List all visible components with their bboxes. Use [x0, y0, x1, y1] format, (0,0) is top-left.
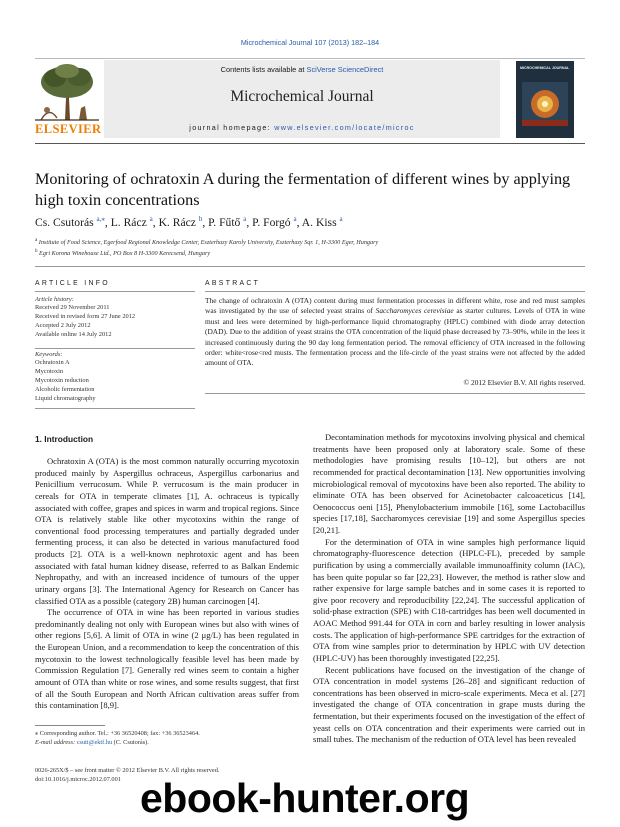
divider: [205, 291, 585, 292]
affiliations: [35, 236, 595, 258]
affiliation-mark: a: [35, 238, 38, 243]
divider: [35, 348, 195, 349]
elsevier-tree-icon: [35, 62, 99, 122]
article-info-heading: ARTICLE INFO: [35, 280, 110, 287]
affiliation-mark: b: [35, 249, 38, 255]
history-item: Received 29 November 2011: [35, 304, 110, 311]
email-suffix: (C. Csutorás).: [112, 739, 149, 746]
doi-link[interactable]: doi:10.1016/j.microc.2012.07.001: [35, 776, 121, 783]
author-list: Cs. Csutorás $^{a,⁎}$, L. Rácz $^a$, K. Rácz $^b$, P. Fűtő $^a$, P. Forgó $^a$, A. Kiss $^a$: [35, 215, 343, 229]
keyword: Mycotoxin: [35, 368, 64, 375]
author-affiliation-mark[interactable]: a: [339, 215, 343, 223]
body-column-left: [35, 456, 299, 712]
divider: [205, 393, 585, 394]
author-name[interactable]: P. Fűtő: [208, 215, 241, 229]
divider: [35, 266, 585, 267]
watermark: ebook-hunter.org: [140, 775, 470, 821]
author-affiliation-mark[interactable]: a,⁎: [96, 215, 105, 223]
abstract-text: [205, 296, 585, 369]
affiliation-line: [35, 247, 595, 258]
publisher-wordmark: ELSEVIER: [35, 122, 102, 136]
abstract-species: Saccharomyces cerevisiae: [375, 306, 454, 316]
article-title: Monitoring of ochratoxin A during the fermentation of different wines by applying high toxin concentrations: [35, 170, 571, 209]
history-label: Article history:: [35, 296, 74, 303]
journal-cover-thumbnail[interactable]: [516, 61, 574, 138]
corresponding-author: ⁎ Corresponding author. Tel.: +36 36520408; fax: +36 36523464.: [35, 730, 200, 737]
journal-homepage: [104, 123, 500, 132]
email-link[interactable]: csuti@ektf.hu: [76, 739, 113, 746]
homepage-prefix: journal homepage:: [189, 123, 275, 132]
copyright: © 2012 Elsevier B.V. All rights reserved.: [463, 378, 585, 387]
affiliation-line: [35, 236, 595, 247]
article-history: [35, 296, 195, 339]
contents-line: [104, 65, 500, 74]
author-name[interactable]: A. Kiss: [301, 215, 337, 229]
author-affiliation-mark[interactable]: a: [293, 215, 297, 223]
email-label: E-mail address:: [35, 739, 77, 746]
author-affiliation-mark[interactable]: b: [198, 215, 203, 223]
author-name[interactable]: L. Rácz: [110, 215, 147, 229]
author-name[interactable]: K. Rácz: [158, 215, 196, 229]
footnote: [35, 729, 299, 747]
abstract-heading: ABSTRACT: [205, 280, 261, 287]
keyword: Mycotoxin reduction: [35, 377, 89, 384]
affiliation-text: Institute of Food Science, Egerfood Regional Knowledge Center, Eszterhazy Karoly University, Eszterhazy Sqr. 1, H-3300 Eger, Hungary: [38, 239, 379, 247]
cover-title: MICROCHEMICAL JOURNAL: [520, 66, 570, 70]
keywords-label: Keywords:: [35, 351, 63, 358]
footnote-rule: [35, 725, 105, 726]
journal-reference[interactable]: Microchemical Journal 107 (2013) 182–184: [240, 38, 380, 47]
paragraph: For the determination of OTA in wine samples high performance liquid chromatography-fluorescence detection (HPLC-FL), preceded by sample purification by using a commercially available immunoaffinity column (IAC), has been quite popular so far [22,23]. However, the method is rather slow and rather expensive for large sample batches and in some cases it is reported to give poor recovery and reproducibility [22,24]. The successful application of solid-phase extraction (SPE) with C18-cartridges has been well documented in AOAC Method 991.44 for OTA in corn and barley resulting in lower analysis costs. The application of high-performance SPE cartridges for the extraction of OTA from wine samples prior to determination by HPLC with UV detection (HPLC-UV) has been thoroughly investigated [22,25].: [313, 536, 585, 663]
keyword: Ochratoxin A: [35, 359, 70, 366]
author-affiliation-mark[interactable]: a: [149, 215, 153, 223]
history-item: Accepted 2 July 2012: [35, 322, 91, 329]
contents-prefix: Contents lists available at: [220, 65, 307, 74]
divider: [35, 291, 195, 292]
email-line: [35, 738, 299, 747]
history-item: Available online 14 July 2012: [35, 331, 112, 338]
paragraph: Decontamination methods for mycotoxins involving physical and chemical treatments have been proposed only at laboratory scale. Some of these methodologies have promising results [10–12], but others are not recommended for practical decontamination [13]. New opportunities involving microbiological removal of mycotoxins have been also reported. The ability to eliminate OTA has been observed for Acinetobacter calcoaceticus [14], Oenococcus oeni [15], Phenylobacterium immobile [16], some Lactobacillus species [17,18], Saccharomyces cerevisiae [19] and some Aspergillus species [20,21].: [313, 432, 585, 535]
cover-image-icon: [522, 82, 568, 126]
abstract-part: The change of ochratoxin A (OTA) content during must fermentation processes in different white, rose and red must samples was investigated by the use of selected yeast strains of: [205, 296, 585, 316]
journal-title: Microchemical Journal: [230, 88, 374, 105]
history-item: Received in revised form 27 June 2012: [35, 313, 136, 320]
keywords: [35, 351, 195, 403]
paragraph: The occurrence of OTA in wine has been reported in various studies predominantly dealing not only with European wines but also with wines of other regions [5,6]. A limit of OTA in wine (2 μg/L) has been regulated in the European Union, and a recommendation to keep the concentration of this mycotoxin to the lowest technologically feasible level has been made by Commission Regulation [7]. Generally red wines seem to contain a higher amount of OTA than white or rose wines, and some results suggest, that first of all the South European and North African cultivation areas suffer from this contamination [8,9].: [35, 607, 299, 711]
sciencedirect-link[interactable]: SciVerse ScienceDirect: [306, 65, 384, 74]
author-name[interactable]: Cs. Csutorás: [35, 215, 94, 229]
elsevier-logo[interactable]: [35, 62, 102, 138]
section-heading: 1. Introduction: [35, 434, 94, 444]
author-name[interactable]: P. Forgó: [252, 215, 291, 229]
keyword: Alcoholic fermentation: [35, 386, 95, 393]
abstract-part: as starter cultures. Levels of OTA in wine must and lees were determined by high-performance liquid chromatography (HPLC) combined with diode array detection (DAD). Due to the addition of yeast strains the OTA concentration of the liquid phase decreased by 73–90%, while in the lees it increased continuously during the 90 day long fermentation period. The removal efficiency of OTA increased in the following order: white<rose<red musts. The fermentation process and the life-circle of the yeast strains were not affected by the added amount of OTA.: [205, 306, 585, 368]
journal-banner: [104, 60, 500, 138]
issn-line: 0026-265X/$ – see front matter © 2012 Elsevier B.V. All rights reserved.: [35, 767, 220, 774]
paragraph: Ochratoxin A (OTA) is the most common naturally occurring mycotoxin produced mainly by Aspergillus ochraceus, Aspergillus carbonarius and Penicillium verrucosum. While P. verrucosum is the main producer in cereals for OTA in temperate climates [1], A. ochraceus is typically associated with coffee, grapes and spices in warm and tropical regions. Since OTA is relatively stable like other mycotoxins within the range of conventional food processing temperatures and partially degraded under fermenting process, it can also be detected in various manufactured food products [2]. OTA is a well-known nephrotoxic agent and has been associated with fatal human kidney disease, referred to as Balkan Endemic Nephropathy, and with an increased incidence of tumours of the upper urinary organs [3]. The International Agency for Research on Cancer has classified OTA as a possible (category 2B) human carcinogen [4].: [35, 456, 299, 606]
author-affiliation-mark[interactable]: a: [243, 215, 247, 223]
keyword: Liquid chromatography: [35, 395, 96, 402]
affiliation-text: Egri Korona Winehouse Ltd., PO Box 8 H-3300 Kerecsend, Hungary: [39, 250, 211, 258]
paragraph: Recent publications have focused on the investigation of the change of OTA concentration in model systems [26–28] and significant reduction of concentrations has been observed in micro-scale experiments. Meca et al. [27] investigated the change of OTA concentration in grape musts during the fermentation, but their experiments focused on the investigation of the effect of yeast cells on OTA concentration and their experiments were carried out in small tubes. The mechanism of the reduction of OTA level has been revealed: [313, 664, 585, 745]
homepage-link[interactable]: www.elsevier.com/locate/microc: [274, 123, 415, 132]
divider: [35, 408, 195, 409]
body-column-right: [313, 432, 585, 746]
